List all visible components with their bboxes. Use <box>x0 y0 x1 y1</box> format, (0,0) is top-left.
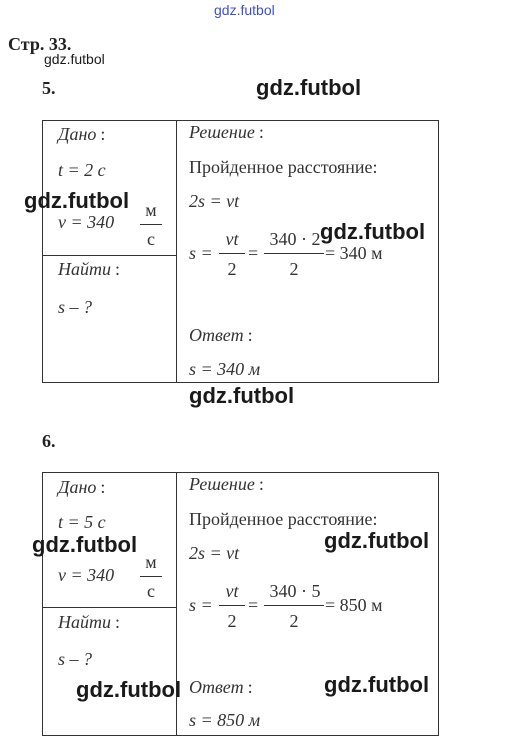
answer-heading <box>189 325 253 346</box>
given-speed: v = 340 <box>58 565 115 585</box>
solution-heading <box>189 474 264 495</box>
table-divider-horizontal <box>42 255 176 256</box>
answer-colon: : <box>247 677 253 697</box>
fraction-1-bar <box>219 605 245 606</box>
problem-number: 6. <box>42 431 56 451</box>
equals-sign: = <box>248 243 259 263</box>
watermark: gdz.futbol <box>32 532 138 557</box>
answer-label: Ответ <box>189 325 244 345</box>
fraction-1-numerator: vt <box>225 229 239 249</box>
answer-value: s = 850 м <box>189 710 261 730</box>
given-heading <box>58 124 105 145</box>
answer-colon: : <box>247 325 253 345</box>
watermark: gdz.futbol <box>320 219 426 244</box>
watermark: gdz.futbol <box>324 528 430 553</box>
fraction-2-denominator: 2 <box>289 611 299 631</box>
solution-colon: : <box>258 474 264 494</box>
equation-1: 2s = vt <box>189 191 240 211</box>
equation-2-result: = 340 м <box>325 243 383 263</box>
distance-label: Пройденное расстояние: <box>189 157 378 177</box>
equation-2-lhs: s = <box>189 243 213 263</box>
given-time: t = 2 c <box>58 160 106 180</box>
find-label: Найти <box>58 259 111 279</box>
find-colon: : <box>115 259 121 279</box>
answer-label: Ответ <box>189 677 244 697</box>
given-time: t = 5 c <box>58 512 106 532</box>
answer-value: s = 340 м <box>189 359 261 379</box>
table-divider-horizontal <box>42 607 176 608</box>
watermark: gdz.futbol <box>24 188 130 213</box>
given-colon: : <box>100 124 106 144</box>
fraction-2-bar <box>264 605 324 606</box>
fraction-1-numerator: vt <box>225 581 239 601</box>
watermark: gdz.futbol <box>256 75 362 100</box>
solution-heading <box>189 122 264 143</box>
equation-1: 2s = vt <box>189 543 240 563</box>
watermark: gdz.futbol <box>189 383 295 408</box>
answer-heading <box>189 677 253 698</box>
given-label: Дано <box>58 124 97 144</box>
unit-numerator: м <box>145 552 157 572</box>
equation-2-lhs: s = <box>189 595 213 615</box>
given-label: Дано <box>58 477 97 497</box>
find-value: s – ? <box>58 649 93 669</box>
fraction-1-denominator: 2 <box>227 611 237 631</box>
table-divider-vertical <box>176 120 177 382</box>
find-heading <box>58 612 120 633</box>
equals-sign: = <box>248 595 259 615</box>
watermark-top: gdz.futbol <box>214 2 275 18</box>
given-colon: : <box>100 477 106 497</box>
fraction-2-numerator: 340 · 5 <box>269 581 321 601</box>
unit-numerator: м <box>145 200 157 220</box>
page-header: Стр. 33. <box>8 34 72 54</box>
find-label: Найти <box>58 612 111 632</box>
watermark: gdz.futbol <box>324 672 430 697</box>
watermark-under-header: gdz.futbol <box>44 51 105 67</box>
solution-label: Решение <box>189 474 255 494</box>
unit-fraction-bar <box>140 576 162 577</box>
fraction-2-bar <box>264 253 324 254</box>
solution-colon: : <box>258 122 264 142</box>
distance-label: Пройденное расстояние: <box>189 509 378 529</box>
watermark: gdz.futbol <box>76 677 182 702</box>
given-speed: v = 340 <box>58 212 115 232</box>
unit-denominator: с <box>147 229 155 249</box>
fraction-2-denominator: 2 <box>289 259 299 279</box>
equation-2-result: = 850 м <box>325 595 383 615</box>
solution-label: Решение <box>189 122 255 142</box>
unit-fraction-bar <box>140 224 162 225</box>
find-value: s – ? <box>58 297 93 317</box>
find-colon: : <box>115 612 121 632</box>
given-heading <box>58 477 105 498</box>
find-heading <box>58 259 120 280</box>
problem-number: 5. <box>42 78 56 98</box>
fraction-2-numerator: 340 · 2 <box>269 229 321 249</box>
unit-denominator: с <box>147 581 155 601</box>
fraction-1-bar <box>219 253 245 254</box>
fraction-1-denominator: 2 <box>227 259 237 279</box>
